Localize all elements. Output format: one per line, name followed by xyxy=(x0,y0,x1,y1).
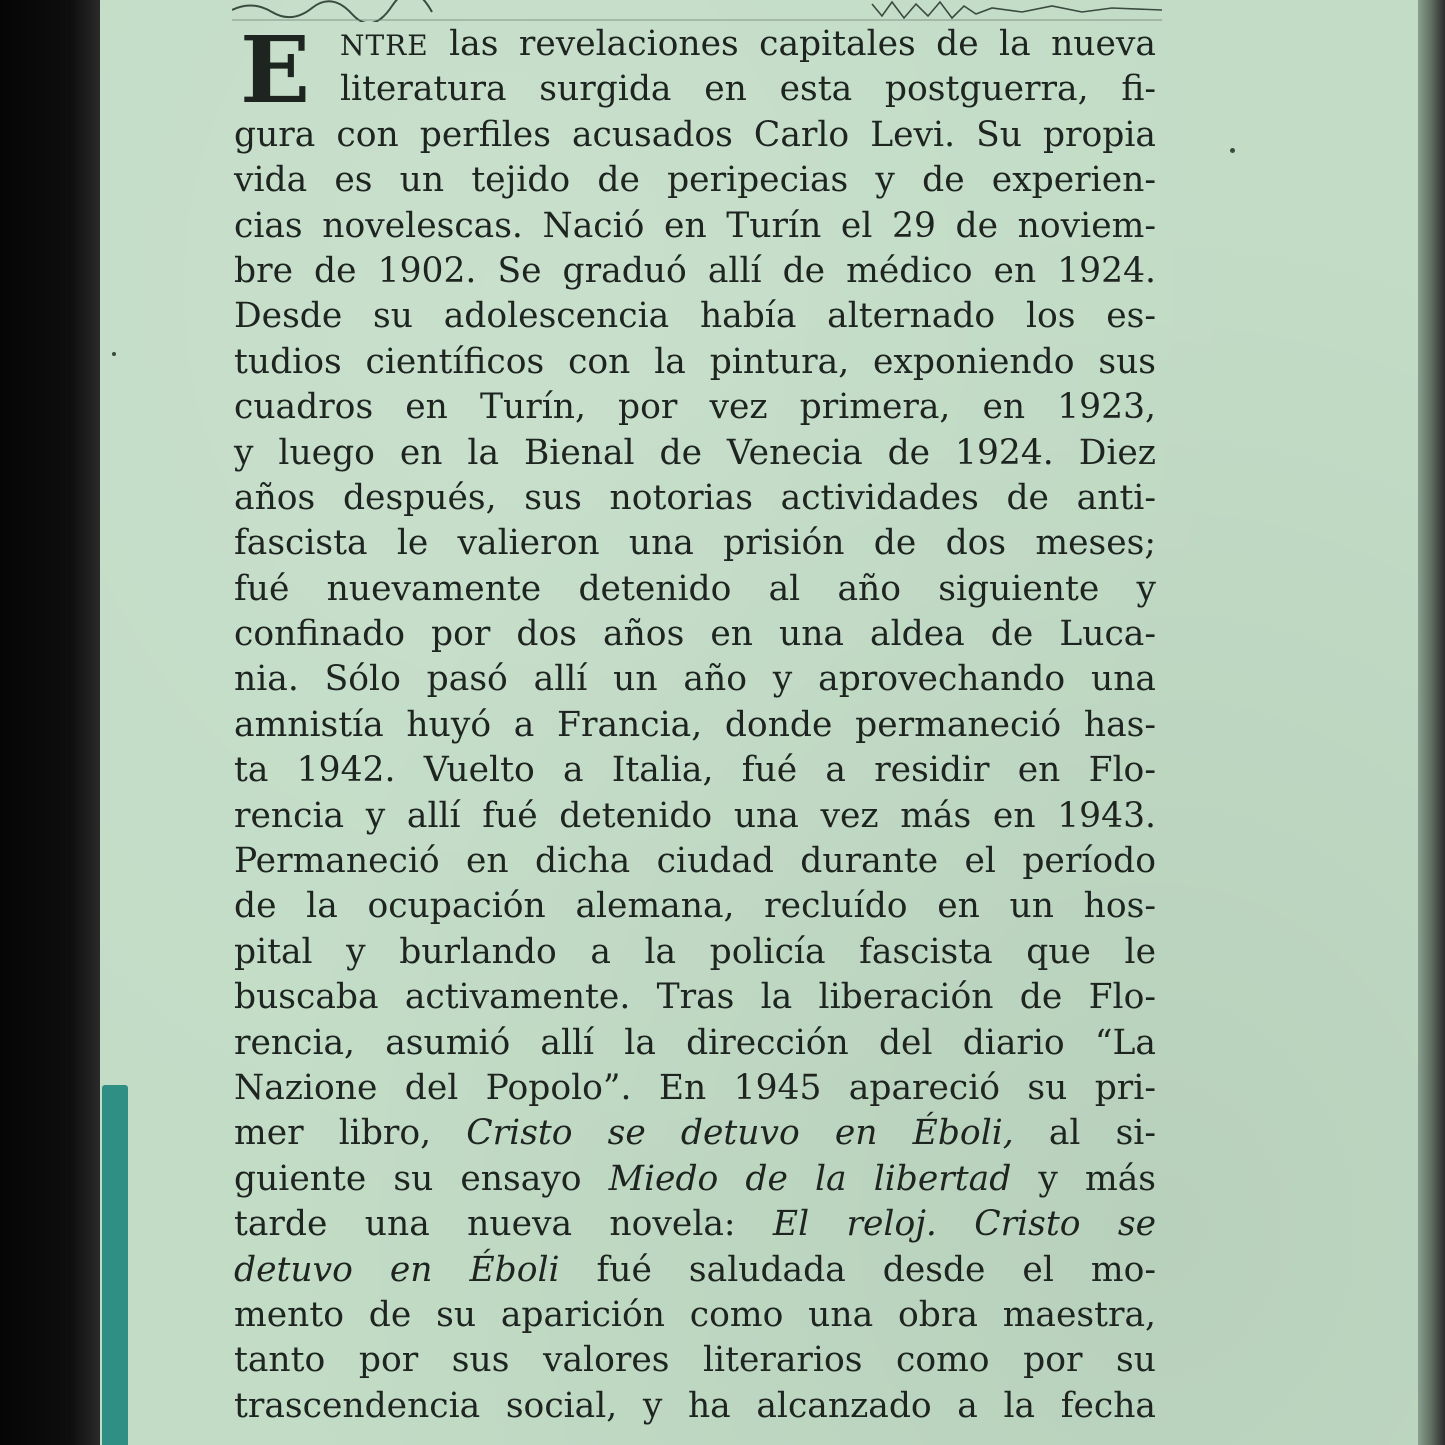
text-line-25-b: al si- xyxy=(1013,1113,1156,1154)
text-line-22: buscaba activamente. Tras la liberación de Flo- xyxy=(234,977,1156,1018)
text-line-30: tanto por sus valores literarios como por su xyxy=(234,1340,1156,1381)
text-line-24: Nazione del Popolo”. En 1945 apareció su pri- xyxy=(234,1067,1156,1108)
top-ornament-border xyxy=(232,0,1162,22)
book-title-miedo: Miedo de la libertad xyxy=(608,1158,1012,1199)
biography-text xyxy=(234,16,1157,1429)
text-line-9: cuadros en Turín, por vez primera, en 1923, xyxy=(234,387,1156,428)
text-line-6: bre de 1902. Se graduó allí de médico en 1924. xyxy=(234,250,1156,291)
text-line-13: fué nuevamente detenido al año siguiente y xyxy=(234,568,1156,609)
text-line-28-b: fué saludada desde el mo- xyxy=(559,1249,1157,1290)
text-line-1 xyxy=(234,22,1156,67)
book-title-cristo: Cristo se detuvo en Éboli, xyxy=(466,1113,1014,1154)
text-line-16: amnistía huyó a Francia, donde permaneció has- xyxy=(234,704,1156,745)
text-line-25-a: mer libro, xyxy=(234,1113,467,1154)
text-line-27-a: tarde una nueva novela: xyxy=(234,1204,773,1245)
text-line-26-b: y más xyxy=(1011,1158,1156,1199)
dark-background-left xyxy=(0,0,100,1445)
text-line-5: cias novelescas. Nació en Turín el 29 de noviem- xyxy=(234,205,1156,246)
text-line-8: tudios científicos con la pintura, exponiendo sus xyxy=(234,341,1156,382)
text-line-10: y luego en la Bienal de Venecia de 1924. Diez xyxy=(234,432,1156,473)
drop-cap-letter: E xyxy=(240,16,311,124)
page-edge-right xyxy=(1418,0,1445,1445)
text-line-4: vida es un tejido de peripecias y de experien- xyxy=(234,160,1156,201)
text-line-14: confinado por dos años en una aldea de Luca- xyxy=(234,614,1156,655)
text-line-2: literatura surgida en esta postguerra, fi- xyxy=(340,69,1156,110)
text-line-1-rest: las revelaciones capitales de la nueva xyxy=(428,24,1156,64)
text-line-26-a: guiente su ensayo xyxy=(234,1158,609,1199)
text-line-7: Desde su adolescencia había alternado los es- xyxy=(234,296,1156,337)
text-line-23: rencia, asumió allí la dirección del diario “La xyxy=(234,1022,1156,1063)
text-line-26 xyxy=(234,1157,1156,1202)
text-line-19: Permaneció en dicha ciudad durante el período xyxy=(234,841,1156,882)
text-line-31: trascendencia social, y ha alcanzado a la fecha xyxy=(234,1385,1156,1426)
text-line-25 xyxy=(234,1111,1156,1156)
text-line-29: mento de su aparición como una obra maestra, xyxy=(234,1294,1156,1335)
book-title-reloj: El reloj. Cristo se xyxy=(772,1204,1156,1245)
paper-speck xyxy=(112,352,116,356)
text-line-28 xyxy=(234,1248,1156,1293)
text-line-12: fascista le valieron una prisión de dos meses; xyxy=(234,523,1156,564)
text-line-20: de la ocupación alemana, recluído en un hos- xyxy=(234,886,1156,927)
text-line-21: pital y burlando a la policía fascista que le xyxy=(234,931,1156,972)
text-line-15: nia. Sólo pasó allí un año y aprovechando una xyxy=(234,659,1156,700)
first-word-smallcaps: NTRE xyxy=(340,29,429,62)
text-line-3: gura con perfiles acusados Carlo Levi. Su propia xyxy=(234,114,1156,155)
text-line-27 xyxy=(234,1202,1156,1247)
text-line-18: rencia y allí fué detenido una vez más en 1943. xyxy=(234,795,1156,836)
text-line-11: años después, sus notorias actividades de anti- xyxy=(234,477,1156,518)
paper-speck xyxy=(1230,148,1235,153)
cover-color-stripe xyxy=(102,1085,128,1445)
text-line-17: ta 1942. Vuelto a Italia, fué a residir en Flo- xyxy=(234,750,1156,791)
book-title-cristo-2: detuvo en Éboli xyxy=(234,1249,560,1290)
